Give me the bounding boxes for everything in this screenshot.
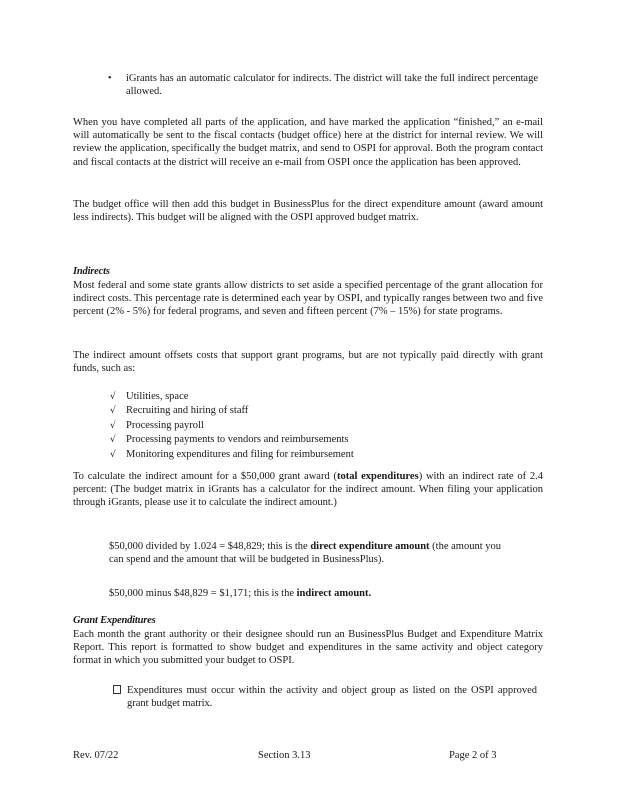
- paragraph-budget-office: The budget office will then add this budget in BusinessPlus for the direct expenditure amount (award amount less indirects). This budget will be aligned with the OSPI approved budget matrix.: [73, 199, 543, 224]
- bullet-glyph: •: [108, 73, 112, 84]
- grant-expenditures-paragraph: Each month the grant authority or their designee should run an BusinessPlus Budget and Expenditure Matrix Report. This report is formatted to show budget and expenditures in the same activity and object category format in which you submitted your budget to OSPI.: [73, 629, 543, 667]
- checklist-item: √ Monitoring expenditures and filing for reimbursement: [110, 448, 430, 462]
- bullet-text: iGrants has an automatic calculator for indirects. The district will take the full indirect percentage allowed.: [126, 73, 538, 98]
- calculation-intro: To calculate the indirect amount for a $50,000 grant award (total expenditures) with an indirect rate of 2.4 percent: (The budget matrix in iGrants has a calculator for the indirect amount. When filing your application through iGrants, please use it to calculate the indirect amount.): [73, 471, 543, 509]
- square-bullet-icon: [113, 685, 121, 694]
- check-icon: √: [110, 392, 116, 402]
- indirects-paragraph-1: Most federal and some state grants allow districts to set aside a specified percentage of the grant allocation for indirect costs. This percentage rate is determined each year by OSPI, and typically ranges between two and five percent (2% - 5%) for federal programs, and seven and fifteen percent (7% – 15%) for state programs.: [73, 280, 543, 318]
- checklist-item: √ Processing payments to vendors and reimbursements: [110, 433, 430, 447]
- check-icon: √: [110, 420, 116, 431]
- indirect-amount-term: indirect amount.: [296, 588, 372, 599]
- footer-revision: Rev. 07/22: [73, 750, 119, 761]
- footer-page-number: Page 2 of 3: [449, 750, 497, 761]
- indirect-cost-checklist: [110, 390, 430, 462]
- expenditure-rule-text: Expenditures must occur within the activity and object group as listed on the OSPI approved grant budget matrix.: [127, 685, 537, 710]
- calculation-indirect-amount: $50,000 minus $48,829 = $1,171; this is the indirect amount.: [109, 588, 372, 599]
- direct-expenditure-term: direct expenditure amount: [310, 541, 430, 552]
- grant-expenditures-heading: Grant Expenditures: [73, 615, 156, 626]
- indirects-heading: Indirects: [73, 266, 110, 277]
- footer-section: Section 3.13: [258, 750, 311, 761]
- check-icon: √: [110, 435, 116, 446]
- paragraph-completed-application: When you have completed all parts of the application, and have marked the application “finished,” an e-mail will automatically be sent to the fiscal contacts (budget office) here at the district for internal review. We will review the application, specifically the budget matrix, and send to OSPI for approval. Both the program contact and fiscal contacts at the district will receive an e-mail from OSPI once the application has been approved.: [73, 117, 543, 168]
- indirects-paragraph-2: The indirect amount offsets costs that support grant programs, but are not typically paid directly with grant funds, such as:: [73, 350, 543, 375]
- checklist-item: √ Processing payroll: [110, 419, 430, 433]
- check-icon: √: [110, 449, 116, 460]
- checklist-item: √ Recruiting and hiring of staff: [110, 404, 430, 418]
- checklist-item: √ Utilities, space: [110, 390, 430, 404]
- check-icon: √: [110, 406, 116, 417]
- calculation-direct-amount: $50,000 divided by 1.024 = $48,829; this is the direct expenditure amount (the amount you can spend and the amount that will be budgeted in BusinessPlus).: [109, 541, 501, 566]
- total-expenditures-term: total expenditures: [336, 471, 419, 482]
